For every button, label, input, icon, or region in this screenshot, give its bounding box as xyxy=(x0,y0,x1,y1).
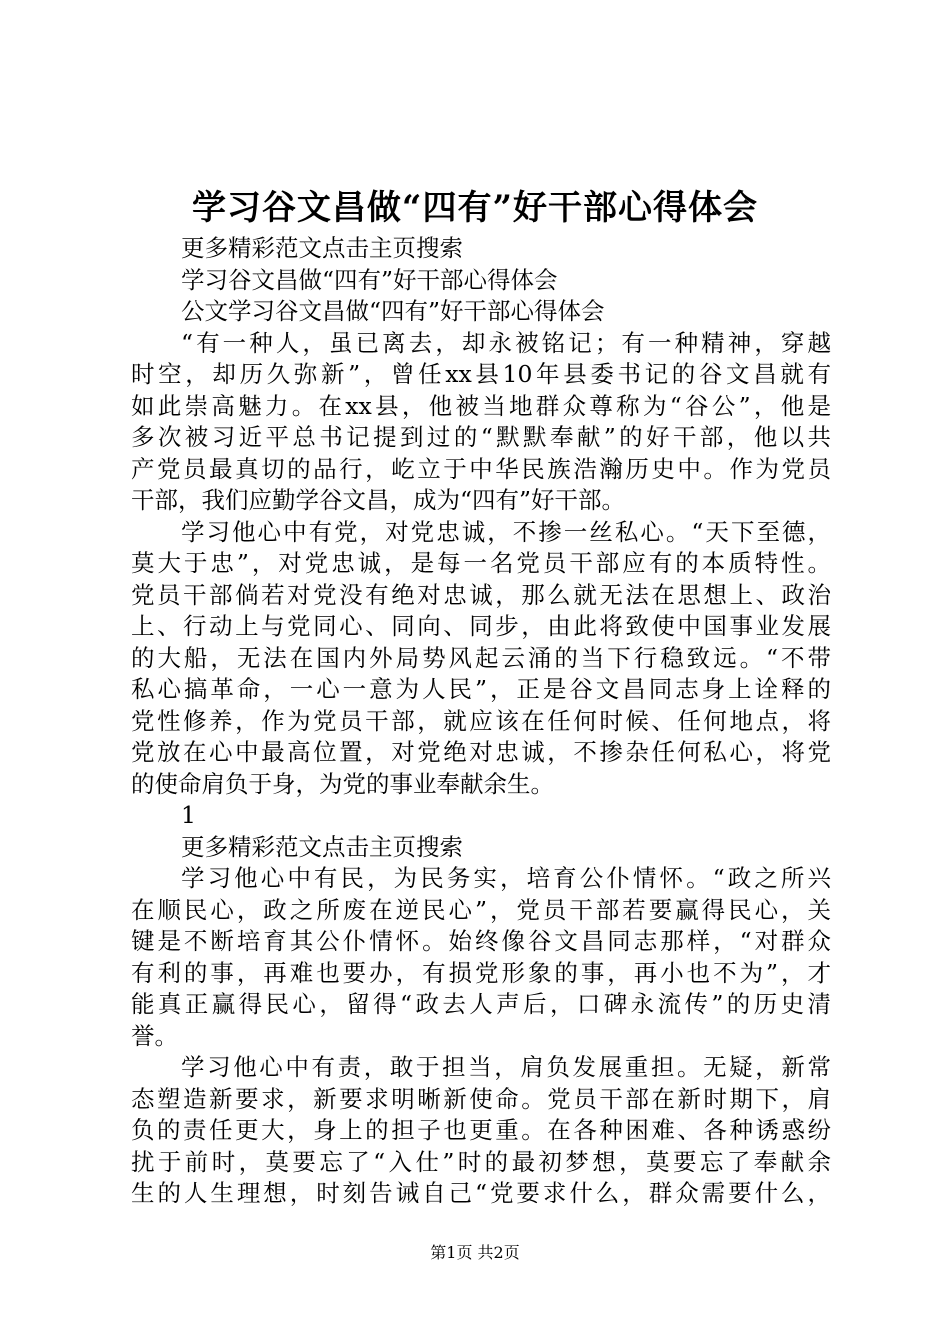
paragraph-4-line: 学习他心中有责，敢于担当，肩负发展重担。无疑，新常 xyxy=(181,1053,831,1081)
paragraph-4-line: 态塑造新要求，新要求明晰新使命。党员干部在新时期下，肩 xyxy=(131,1084,831,1113)
paragraph-2-line: 上、行动上与党同心、同向、同步，由此将致使中国事业发展 xyxy=(131,612,831,640)
paragraph-3-line: 有利的事，再难也要办，有损党形象的事，再小也不为”，才 xyxy=(131,958,831,987)
paragraph-2-line: 学习他心中有党，对党忠诚，不掺一丝私心。“天下至德， xyxy=(181,517,831,546)
paragraph-3-line: 能真正赢得民心，留得“政去人声后，口碑永流传”的历史清 xyxy=(131,990,831,1018)
paragraph-1-line: 多次被习近平总书记提到过的“默默奉献”的好干部，他以共 xyxy=(131,423,831,451)
paragraph-2-line: 的大船，无法在国内外局势风起云涌的当下行稳致远。“不带 xyxy=(131,643,831,672)
page-marker: 1 xyxy=(181,801,196,829)
page-footer: 第1页 共2页 xyxy=(430,1243,520,1262)
paragraph-4-line: 负的责任更大，身上的担子也更重。在各种困难、各种诱惑纷 xyxy=(131,1116,831,1144)
paragraph-2-line: 党放在心中最高位置，对党绝对忠诚，不掺杂任何私心，将党 xyxy=(131,738,831,766)
paragraph-1-line: 产党员最真切的品行，屹立于中华民族浩瀚历史中。作为党员 xyxy=(131,454,831,483)
paragraph-3-line: 学习他心中有民，为民务实，培育公仆情怀。“政之所兴 xyxy=(181,864,831,892)
paragraph-2-line: 莫大于忠”，对党忠诚，是每一名党员干部应有的本质特性。 xyxy=(131,549,831,577)
paragraph-2-line: 党性修养，作为党员干部，就应该在任何时候、任何地点，将 xyxy=(131,706,831,735)
paragraph-2-line: 党员干部倘若对党没有绝对忠诚，那么就无法在思想上、政治 xyxy=(131,580,831,609)
paragraph-4-line: 扰于前时，莫要忘了“入仕”时的最初梦想，莫要忘了奉献余 xyxy=(131,1147,831,1176)
paragraph-1-line: 时空，却历久弥新”，曾任xx县10年县委书记的谷文昌就有 xyxy=(131,360,831,388)
paragraph-4-line: 生的人生理想，时刻告诫自己“党要求什么，群众需要什么， xyxy=(131,1179,831,1207)
paragraph-1-line: 干部，我们应勤学谷文昌，成为“四有”好干部。 xyxy=(131,486,626,514)
header-line: 学习谷文昌做“四有”好干部心得体会 xyxy=(181,265,558,294)
paragraph-1-line: “有一种人，虽已离去，却永被铭记；有一种精神，穿越 xyxy=(181,328,831,357)
header-line: 更多精彩范文点击主页搜索 xyxy=(181,234,463,262)
paragraph-3-line: 键是不断培育其公仆情怀。始终像谷文昌同志那样，“对群众 xyxy=(131,927,831,955)
document-body xyxy=(131,233,831,1210)
paragraph-1-line: 如此崇高魅力。在xx县，他被当地群众尊称为“谷公”，他是 xyxy=(131,391,831,420)
header-line: 公文学习谷文昌做“四有”好干部心得体会 xyxy=(181,297,605,325)
paragraph-2-line: 私心搞革命，一心一意为人民”，正是谷文昌同志身上诠释的 xyxy=(131,675,831,703)
paragraph-3-line: 在顺民心，政之所废在逆民心”，党员干部若要赢得民心，关 xyxy=(131,895,831,924)
paragraph-3-line: 誉。 xyxy=(131,1021,178,1050)
paragraph-2-line: 的使命肩负于身，为党的事业奉献余生。 xyxy=(131,769,554,798)
repeat-header-line: 更多精彩范文点击主页搜索 xyxy=(181,832,463,861)
document-title: 学习谷文昌做“四有”好干部心得体会 xyxy=(191,188,759,228)
